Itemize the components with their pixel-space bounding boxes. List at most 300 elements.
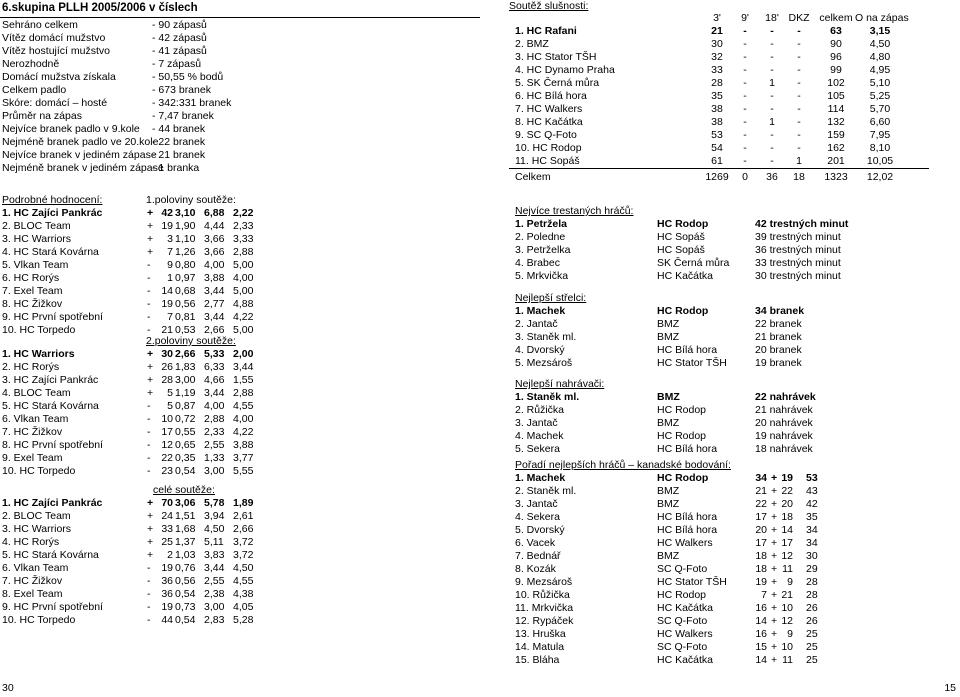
goals: 22 <box>755 498 767 510</box>
fair-play-cell: - <box>743 38 747 50</box>
fair-play-cell: 30 <box>711 38 723 50</box>
fair-play-cell: 7,95 <box>869 129 891 141</box>
canada-row <box>0 524 960 537</box>
team-name: 10. HC Rodop <box>515 142 582 154</box>
team-name: 11. HC Sopáš <box>515 155 580 167</box>
plus-sign: + <box>771 485 778 497</box>
ranking-row <box>0 257 960 270</box>
team-name: HC Bílá hora <box>657 511 718 523</box>
team-name: HC Rodop <box>657 589 707 601</box>
team-name: HC Kačátka <box>657 270 714 282</box>
ranking-value: 34 branek <box>755 305 805 317</box>
fair-play-cell: 21 <box>711 25 723 37</box>
value-a: 1,90 <box>175 220 196 232</box>
plus-sign: + <box>771 563 778 575</box>
goals: 7 <box>761 589 767 601</box>
value-b: 3,66 <box>204 233 225 245</box>
sign: - <box>147 298 151 310</box>
total-points: 26 <box>806 602 818 614</box>
value-c: 5,55 <box>233 465 254 477</box>
canada-title: Pořadí nejlepších hráčů – kanadské bodování: <box>515 459 731 471</box>
team-name: HC Stator TŠH <box>657 357 727 369</box>
team-name: HC Bílá hora <box>657 443 718 455</box>
team-name: 1. HC Zajíci Pankrác <box>2 497 103 509</box>
sign: - <box>147 575 151 587</box>
sign: + <box>147 374 154 386</box>
value-a: 0,72 <box>175 413 196 425</box>
team-name: 7. HC Žižkov <box>2 426 63 438</box>
value-a: 2,66 <box>175 348 196 360</box>
value-a: 0,97 <box>175 272 196 284</box>
sign: - <box>147 259 151 271</box>
fair-play-cell: - <box>797 90 801 102</box>
plus-sign: + <box>771 537 778 549</box>
sign: + <box>147 523 154 535</box>
goal-difference: 21 <box>161 324 173 336</box>
stat-label: Skóre: domácí – hosté <box>2 97 108 109</box>
value-b: 2,38 <box>204 588 225 600</box>
stat-label: Nejvíce branek padlo v 9.kole <box>2 123 140 135</box>
assists: 11 <box>782 654 793 666</box>
fair-play-cell: - <box>797 38 801 50</box>
team-name: BMZ <box>657 331 680 343</box>
team-name: 7. HC Walkers <box>515 103 583 115</box>
ranking-row <box>0 305 960 318</box>
fair-play-row <box>0 51 960 64</box>
detail-row <box>0 285 260 298</box>
value-c: 3,33 <box>233 233 254 245</box>
goal-difference: 10 <box>161 413 173 425</box>
goals: 18 <box>755 563 767 575</box>
team-name: SC Q-Foto <box>657 563 708 575</box>
assists: 10 <box>781 602 793 614</box>
team-name: 3. HC Warriors <box>2 523 72 535</box>
plus-sign: + <box>771 550 778 562</box>
goal-difference: 30 <box>161 348 173 360</box>
value-b: 6,88 <box>204 207 225 219</box>
fair-play-row <box>0 142 960 155</box>
team-name: SK Černá můra <box>657 257 730 269</box>
team-name: BMZ <box>657 485 680 497</box>
goal-difference: 19 <box>161 562 173 574</box>
value-b: 6,33 <box>204 361 225 373</box>
sign: + <box>147 536 154 548</box>
team-name: 10. HC Torpedo <box>2 324 76 336</box>
sign: - <box>147 614 151 626</box>
value-c: 2,00 <box>233 348 254 360</box>
total-cell: 1323 <box>824 171 848 183</box>
stat-value: - 50,55 % bodů <box>152 71 224 83</box>
player-name: 4. Machek <box>515 430 564 442</box>
assists: 11 <box>782 563 793 575</box>
assists: 14 <box>781 524 793 536</box>
value-b: 4,44 <box>204 220 225 232</box>
stat-value: - 7 zápasů <box>152 58 202 70</box>
ranking-row <box>0 218 960 231</box>
total-cell: 36 <box>766 171 778 183</box>
team-name: 5. HC Stará Kovárna <box>2 400 99 412</box>
assists: 21 <box>781 589 793 601</box>
fair-play-cell: 114 <box>827 103 845 115</box>
stat-label: Nerozhodně <box>2 58 60 70</box>
fair-play-row <box>0 77 960 90</box>
stat-label: Nejvíce branek v jediném zápase <box>2 149 157 161</box>
value-b: 5,11 <box>204 536 224 548</box>
section-title: 2.poloviny soutěže: <box>146 335 236 347</box>
fair-play-row <box>0 103 960 116</box>
value-b: 5,33 <box>204 348 225 360</box>
team-name: 6. Vlkan Team <box>2 413 69 425</box>
stat-value: - 44 branek <box>152 123 206 135</box>
goal-difference: 28 <box>161 374 173 386</box>
ranking-value: 20 nahrávek <box>755 417 813 429</box>
fair-play-cell: - <box>743 142 747 154</box>
player-name: 1. Staněk ml. <box>515 391 580 403</box>
player-name: 1. Petrželа <box>515 218 567 230</box>
canada-row <box>0 628 960 641</box>
fair-play-cell: 63 <box>830 25 842 37</box>
fair-play-cell: - <box>770 103 774 115</box>
team-name: 10. HC Torpedo <box>2 614 76 626</box>
fair-play-cell: 4,95 <box>869 64 891 76</box>
value-c: 3,72 <box>233 536 254 548</box>
assists: 9 <box>787 576 793 588</box>
value-c: 4,22 <box>233 426 254 438</box>
section-title: 1.poloviny soutěže: <box>146 194 236 206</box>
player-name: 2. Jantač <box>515 318 558 330</box>
team-name: 8. Exel Team <box>2 588 63 600</box>
value-c: 5,00 <box>233 285 254 297</box>
sign: - <box>147 413 151 425</box>
player-name: 10. Růžička <box>515 589 570 601</box>
fair-play-cell: 54 <box>711 142 723 154</box>
ranking-row <box>0 270 960 283</box>
value-b: 3,44 <box>204 285 225 297</box>
team-name: 3. HC Stator TŠH <box>515 51 597 63</box>
value-c: 1,55 <box>233 374 254 386</box>
column-header: celkem <box>819 12 853 24</box>
value-b: 3,44 <box>204 562 225 574</box>
fair-play-cell: 1 <box>769 77 775 89</box>
goals: 18 <box>755 550 767 562</box>
team-name: HC Bílá hora <box>657 524 718 536</box>
team-name: HC Kačátka <box>657 602 714 614</box>
value-a: 1,10 <box>175 233 196 245</box>
fair-play-cell: 96 <box>830 51 842 63</box>
fair-play-cell: - <box>797 142 801 154</box>
fair-play-cell: 99 <box>830 64 842 76</box>
team-name: HC Stator TŠH <box>657 576 727 588</box>
fair-play-cell: - <box>770 38 774 50</box>
assists: 20 <box>781 498 793 510</box>
ranking-value: 33 trestných minut <box>755 257 841 269</box>
fair-play-cell: - <box>743 51 747 63</box>
stat-value: - 90 zápasů <box>152 19 207 31</box>
total-cell: 0 <box>742 171 748 183</box>
value-c: 4,05 <box>233 601 254 613</box>
value-b: 2,66 <box>204 324 225 336</box>
team-name: 2. BLOC Team <box>2 510 71 522</box>
team-name: HC Walkers <box>657 628 713 640</box>
goal-difference: 7 <box>167 246 173 258</box>
player-name: 2. Poledne <box>515 231 566 243</box>
sign: + <box>147 233 154 245</box>
team-name: HC Sopáš <box>657 231 705 243</box>
goals: 14 <box>755 615 767 627</box>
fair-play-cell: 6,60 <box>869 116 891 128</box>
sign: - <box>147 562 151 574</box>
plus-sign: + <box>771 524 778 536</box>
fair-play-row <box>0 129 960 142</box>
detail-row <box>0 374 260 387</box>
fair-play-cell: - <box>770 51 774 63</box>
goal-difference: 26 <box>161 361 173 373</box>
fair-play-row <box>0 64 960 77</box>
player-name: 5. Sekera <box>515 443 560 455</box>
stat-value: - 673 branek <box>152 84 211 96</box>
assists: 22 <box>781 485 793 497</box>
fair-play-cell: 33 <box>711 64 723 76</box>
fair-play-cell: - <box>743 103 747 115</box>
goal-difference: 1 <box>167 272 173 284</box>
column-header: 9' <box>741 12 749 24</box>
player-name: 3. Jantač <box>515 417 558 429</box>
goal-difference: 9 <box>167 259 173 271</box>
value-a: 3,06 <box>175 497 196 509</box>
sign: + <box>147 549 154 561</box>
stat-value: - 42 zápasů <box>152 32 207 44</box>
fair-play-row <box>0 155 960 168</box>
fair-play-cell: - <box>743 64 747 76</box>
team-name: 5. HC Stará Kovárna <box>2 549 99 561</box>
value-c: 4,88 <box>233 298 254 310</box>
team-name: 3. HC Warriors <box>2 233 72 245</box>
fair-play-cell: - <box>743 90 747 102</box>
fair-play-cell: 162 <box>827 142 845 154</box>
team-name: HC Rodop <box>657 305 709 317</box>
value-b: 4,50 <box>204 523 225 535</box>
goal-difference: 7 <box>167 311 173 323</box>
team-name: 6. HC Bílá hora <box>515 90 587 102</box>
team-name: 5. SK Černá můra <box>515 77 600 89</box>
value-b: 3,00 <box>204 601 225 613</box>
total-points: 25 <box>806 654 818 666</box>
goal-difference: 36 <box>161 588 173 600</box>
player-name: 1. Machek <box>515 305 566 317</box>
total-points: 28 <box>806 576 818 588</box>
fair-play-cell: - <box>797 51 801 63</box>
fair-play-cell: - <box>743 155 747 167</box>
value-b: 4,66 <box>204 374 225 386</box>
fair-play-cell: - <box>743 129 747 141</box>
team-name: 9. Exel Team <box>2 452 63 464</box>
team-name: HC Rodop <box>657 472 709 484</box>
player-name: 3. Jantač <box>515 498 558 510</box>
goal-difference: 12 <box>161 439 173 451</box>
goals: 17 <box>755 537 767 549</box>
sign: - <box>147 465 151 477</box>
value-a: 0,54 <box>175 465 196 477</box>
value-b: 3,94 <box>204 510 225 522</box>
canada-row <box>0 615 960 628</box>
total-points: 53 <box>806 472 818 484</box>
fair-play-cell: 10,05 <box>866 155 894 167</box>
fair-play-cell: - <box>770 64 774 76</box>
player-name: 11. Mrkvička <box>515 602 574 614</box>
fair-play-cell: 105 <box>827 90 845 102</box>
fair-play-cell: 32 <box>711 51 723 63</box>
goal-difference: 2 <box>167 549 173 561</box>
value-c: 4,00 <box>233 272 254 284</box>
goal-difference: 33 <box>161 523 173 535</box>
fair-play-cell: 90 <box>830 38 842 50</box>
stat-label: Sehráno celkem <box>2 19 78 31</box>
team-name: 6. Vlkan Team <box>2 562 69 574</box>
sign: - <box>147 272 151 284</box>
value-c: 3,88 <box>233 439 254 451</box>
player-name: 2. Staněk ml. <box>515 485 577 497</box>
stat-value: - 342:331 branek <box>152 97 232 109</box>
fair-play-cell: 28 <box>711 77 723 89</box>
total-points: 29 <box>806 563 818 575</box>
ranking-value: 18 nahrávek <box>755 443 813 455</box>
fair-play-cell: - <box>797 77 801 89</box>
ranking-value: 21 nahrávek <box>755 404 813 416</box>
value-b: 2,88 <box>204 413 225 425</box>
fair-play-cell: - <box>797 103 801 115</box>
value-c: 2,88 <box>233 387 254 399</box>
goal-difference: 14 <box>161 285 173 297</box>
fair-play-cell: 8,10 <box>869 142 891 154</box>
fair-play-cell: 38 <box>711 103 723 115</box>
fair-play-cell: 5,70 <box>869 103 891 115</box>
ranking-value: 21 branek <box>755 331 802 343</box>
detail-title: Podrobné hodnocení: <box>2 194 103 206</box>
ranking-row <box>0 404 960 417</box>
fair-play-cell: 38 <box>711 116 723 128</box>
value-a: 0,35 <box>175 452 196 464</box>
value-a: 3,10 <box>175 207 196 219</box>
ranking-row <box>0 331 960 344</box>
value-a: 0,65 <box>175 439 196 451</box>
sign: + <box>147 220 154 232</box>
team-name: 4. HC Rorýs <box>2 536 60 548</box>
total-points: 42 <box>806 498 818 510</box>
value-c: 2,61 <box>233 510 254 522</box>
team-name: 2. HC Rorýs <box>2 361 60 373</box>
fair-play-cell: 4,80 <box>869 51 891 63</box>
player-name: 9. Mezsároš <box>515 576 573 588</box>
canada-row <box>0 602 960 615</box>
column-header: DKZ <box>788 12 810 24</box>
ranking-value: 36 trestných minut <box>755 244 841 256</box>
fair-play-cell: - <box>770 90 774 102</box>
value-c: 2,33 <box>233 220 254 232</box>
fair-play-cell: - <box>743 116 747 128</box>
team-name: HC Kačátka <box>657 654 714 666</box>
value-a: 0,55 <box>175 426 196 438</box>
team-name: 9. SC Q-Foto <box>515 129 577 141</box>
stat-label: Nejméně branek padlo ve 20.kole <box>2 136 159 148</box>
team-name: 10. HC Torpedo <box>2 465 76 477</box>
player-name: 7. Bednář <box>515 550 561 562</box>
fair-play-cell: 132 <box>827 116 845 128</box>
assists: 12 <box>781 615 793 627</box>
fair-play-cell: 102 <box>827 77 845 89</box>
page-title: 6.skupina PLLH 2005/2006 v číslech <box>2 2 198 14</box>
total-cell: 1269 <box>705 171 729 183</box>
team-name: SC Q-Foto <box>657 615 708 627</box>
player-name: 6. Vacek <box>515 537 556 549</box>
canada-row <box>0 485 960 498</box>
goal-difference: 42 <box>161 207 173 219</box>
value-a: 1,37 <box>175 536 196 548</box>
player-name: 4. Brabec <box>515 257 560 269</box>
stat-value: - 22 branek <box>152 136 206 148</box>
value-c: 5,00 <box>233 259 254 271</box>
fair-play-cell: 159 <box>827 129 845 141</box>
ranking-value: 19 nahrávek <box>755 430 813 442</box>
stat-label: Průměr na zápas <box>2 110 82 122</box>
team-name: HC Rodop <box>657 218 709 230</box>
plus-sign: + <box>771 615 778 627</box>
stat-label: Vítěz hostující mužstvo <box>2 45 110 57</box>
goals: 16 <box>755 628 767 640</box>
fair-play-cell: 35 <box>711 90 723 102</box>
ranking-row <box>0 391 960 404</box>
fair-play-cell: 4,50 <box>869 38 891 50</box>
goal-difference: 5 <box>167 400 173 412</box>
total-points: 26 <box>806 615 818 627</box>
team-name: BMZ <box>657 318 680 330</box>
player-name: 1. Machek <box>515 472 566 484</box>
team-name: HC Bílá hora <box>657 344 718 356</box>
value-a: 1,51 <box>175 510 196 522</box>
value-a: 0,81 <box>175 311 196 323</box>
column-header: 3' <box>713 12 721 24</box>
fair-play-cell: - <box>797 25 801 37</box>
value-b: 2,83 <box>204 614 225 626</box>
total-label: Celkem <box>515 171 551 183</box>
value-b: 4,00 <box>204 259 225 271</box>
value-b: 2,77 <box>204 298 225 310</box>
goals: 19 <box>755 576 767 588</box>
goals: 16 <box>755 602 767 614</box>
fair-play-cell: 53 <box>711 129 723 141</box>
goals: 15 <box>755 641 767 653</box>
value-a: 1,19 <box>175 387 196 399</box>
stat-label: Domácí mužstva získala <box>2 71 116 83</box>
assists: 10 <box>781 641 793 653</box>
total-points: 25 <box>806 641 818 653</box>
value-c: 2,88 <box>233 246 254 258</box>
team-name: 5. Vlkan Team <box>2 259 69 271</box>
fair-play-total-row <box>0 171 960 184</box>
team-name: 6. HC Rorýs <box>2 272 60 284</box>
fair-play-cell: - <box>743 77 747 89</box>
player-name: 13. Hruška <box>515 628 566 640</box>
total-points: 35 <box>806 511 818 523</box>
fair-play-cell: - <box>770 155 774 167</box>
plus-sign: + <box>771 576 778 588</box>
team-name: 7. HC Žižkov <box>2 575 63 587</box>
team-name: 4. HC Stará Kovárna <box>2 246 99 258</box>
plus-sign: + <box>771 498 778 510</box>
canada-row <box>0 537 960 550</box>
total-cell: 12,02 <box>866 171 894 183</box>
team-name: 4. BLOC Team <box>2 387 71 399</box>
value-c: 3,77 <box>233 452 254 464</box>
